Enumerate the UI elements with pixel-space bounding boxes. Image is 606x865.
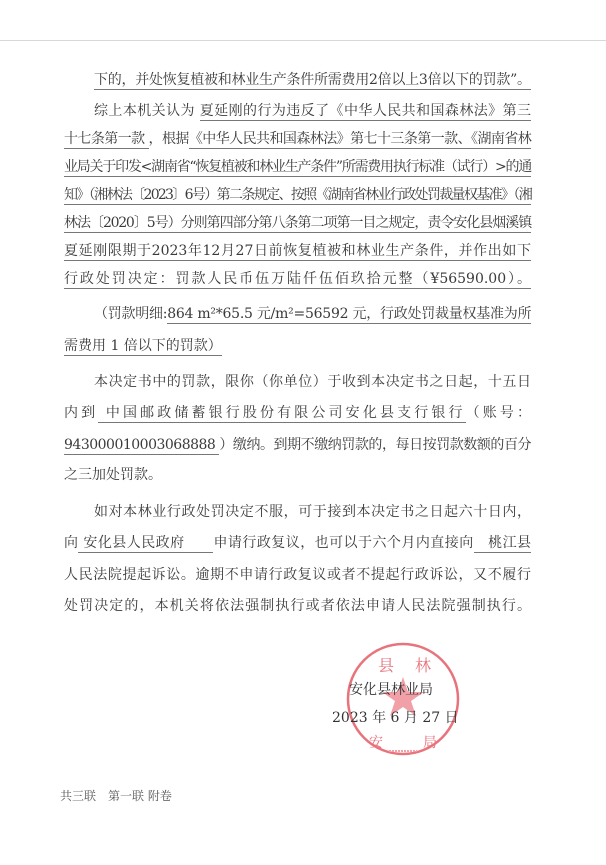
text-segment: 如对本林业行政处罚决定不服，可于接到本决定书之日起六十日内， [94, 504, 531, 520]
underlined-fill-text: 行政处罚决定：罚款人民币伍万陆仟伍佰玖拾元整（¥56590.00）。 [64, 271, 531, 287]
text-line [64, 269, 531, 289]
text-line [64, 241, 531, 261]
underlined-fill-text: 下的，并处恢复植被和林业生产条件所需费用2倍以上3倍以下的罚款”。 [94, 72, 531, 88]
underlined-fill-text: 864 m²*65.5 元/m²=56592 元，行政处罚裁量权基准为所 [167, 306, 532, 322]
text-segment: ）缴纳。到期不缴纳罚款的，每日按罚款数额的百分 [219, 437, 532, 453]
text-line [94, 101, 531, 121]
text-line [64, 465, 531, 485]
text-line [94, 502, 531, 522]
text-line [64, 533, 531, 553]
underlined-fill-text: 中国邮政储蓄银行股份有限公司安化县支行银行 [98, 405, 466, 421]
text-segment: （账号： [465, 405, 532, 421]
underlined-fill-text: 十七条第一款 [64, 131, 149, 147]
text-segment: 处罚决定的，本机关将依法强制执行或者依法申请人民法院强制执行。 [64, 598, 531, 614]
text-line [94, 70, 531, 90]
text-line [64, 596, 531, 616]
text-segment: 本决定书中的罚款，限你（你单位）于收到本决定书之日起，十五日 [94, 374, 531, 390]
official-seal [345, 641, 461, 757]
signature-date: 2023 年 6 月 27 日 [332, 710, 459, 726]
text-line [64, 435, 531, 455]
text-line [94, 304, 531, 324]
text-line [64, 185, 531, 205]
signature-org: 安化县林业局 [349, 682, 433, 698]
seal-char: 安 [369, 735, 383, 751]
text-line [64, 403, 531, 423]
text-segment: 申请行政复议，也可以于六个月内直接向 [213, 535, 474, 551]
seal-char: 林 [415, 656, 432, 675]
footer-copy-note: 共三联 第一联 附卷 [60, 789, 172, 803]
underlined-fill-text: 桃江县 [473, 535, 532, 551]
seal-char: 县 [378, 656, 395, 675]
text-segment: 综上本机关认为 [94, 103, 200, 119]
underlined-fill-text: 安化县人民政府 [78, 535, 214, 551]
underlined-fill-text: 夏延刚的行为违反了《中华人民共和国森林法》第三 [199, 103, 531, 119]
underlined-fill-text: 需费用 1 倍以下的罚款） [64, 338, 222, 354]
text-line [64, 213, 531, 233]
seal-char: 局 [423, 735, 437, 751]
page-top-border [0, 40, 606, 41]
underlined-fill-text: 943000010003068888 [64, 437, 220, 453]
underlined-fill-text: 《中华人民共和国森林法》第七十三条第一款、《湖南省林 [188, 131, 532, 147]
underlined-fill-text: 知》（湘林法〔2023〕6号）第二条规定、按照《湖南省林业行政处罚裁量权基准》（湘 [64, 187, 531, 203]
text-segment: 内到 [64, 405, 99, 421]
text-segment: 之三加处罚款。 [64, 467, 162, 483]
underlined-fill-text: 林法〔2020〕5号）分则第四部分第八条第二项第一目之规定，责令安化县烟溪镇 [64, 215, 531, 231]
text-segment: （罚款明细: [94, 306, 168, 322]
text-line [94, 372, 531, 392]
text-line [64, 565, 531, 585]
text-line [64, 157, 531, 177]
text-line [64, 129, 531, 149]
text-line [64, 336, 531, 356]
underlined-fill-text: 夏延刚限期于2023年12月27日前恢复植被和林业生产条件，并作出如下 [64, 243, 531, 259]
text-segment: ，根据 [148, 131, 189, 147]
text-segment: 人民法院提起诉讼。逾期不申请行政复议或者不提起行政诉讼，又不履行 [64, 567, 531, 583]
underlined-fill-text: 业局关于印发<湖南省“恢复植被和林业生产条件”所需费用执行标准（试行）>的通 [64, 159, 531, 175]
text-segment: 向 [64, 535, 79, 551]
